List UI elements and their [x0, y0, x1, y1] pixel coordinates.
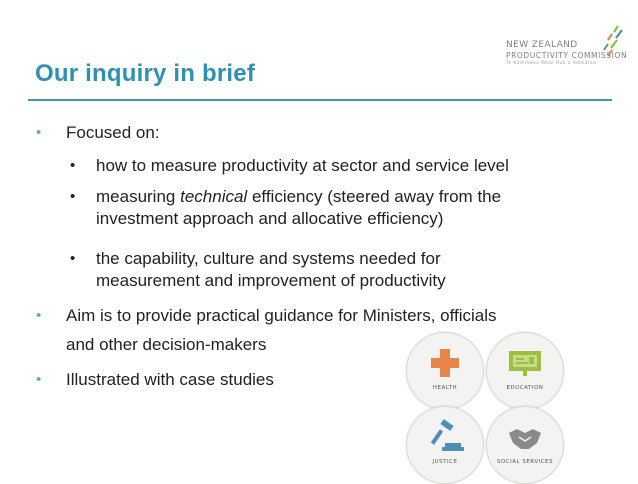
handshake-icon	[507, 423, 543, 451]
sector-icons	[400, 328, 590, 478]
justice-label: JUSTICE	[432, 459, 458, 465]
education-board-icon	[507, 349, 543, 377]
sub-bullet-text: investment approach and allocative efficiency)	[96, 209, 444, 228]
logo-line-2: PRODUCTIVITY COMMISSION	[506, 51, 628, 60]
sub-bullet-text	[96, 186, 501, 208]
logo	[504, 24, 628, 70]
education-badge	[486, 332, 564, 410]
bullet-dot: •	[70, 188, 76, 205]
justice-gavel-icon	[425, 419, 465, 455]
sub-bullet-text-part: efficiency (steered away from the	[247, 187, 502, 206]
bullet-text: Focused on:	[66, 123, 160, 142]
education-label: EDUCATION	[506, 385, 544, 391]
bullet-dot: •	[36, 124, 42, 141]
bullet-text: and other decision-makers	[66, 335, 267, 354]
logo-line-3: Te Kōmihana Whai Hua o Aotearoa	[506, 61, 597, 66]
sub-bullet-text: measurement and improvement of productivity	[96, 271, 446, 290]
bullet-dot: •	[70, 250, 76, 267]
health-badge	[406, 332, 484, 410]
social-services-badge	[486, 406, 564, 484]
bullet-text: Illustrated with case studies	[66, 370, 274, 389]
bullet-text: Aim is to provide practical guidance for Ministers, officials	[66, 306, 497, 325]
bullet-dot: •	[36, 371, 42, 388]
sub-bullet-text: how to measure productivity at sector and service level	[96, 156, 509, 175]
slide-title: Our inquiry in brief	[35, 60, 256, 87]
sub-bullet-text-part: measuring	[96, 187, 181, 206]
emphasis-text: technical	[180, 187, 248, 206]
social-services-label: SOCIAL SERVICES	[496, 459, 554, 465]
health-label: HEALTH	[432, 385, 458, 391]
health-cross-icon	[429, 347, 461, 379]
justice-badge	[406, 406, 484, 484]
title-divider	[28, 99, 612, 101]
logo-line-1: NEW ZEALAND	[506, 40, 578, 50]
bullet-dot: •	[36, 307, 42, 324]
bullet-dot: •	[70, 157, 76, 174]
sub-bullet-text: the capability, culture and systems needed for	[96, 249, 441, 268]
